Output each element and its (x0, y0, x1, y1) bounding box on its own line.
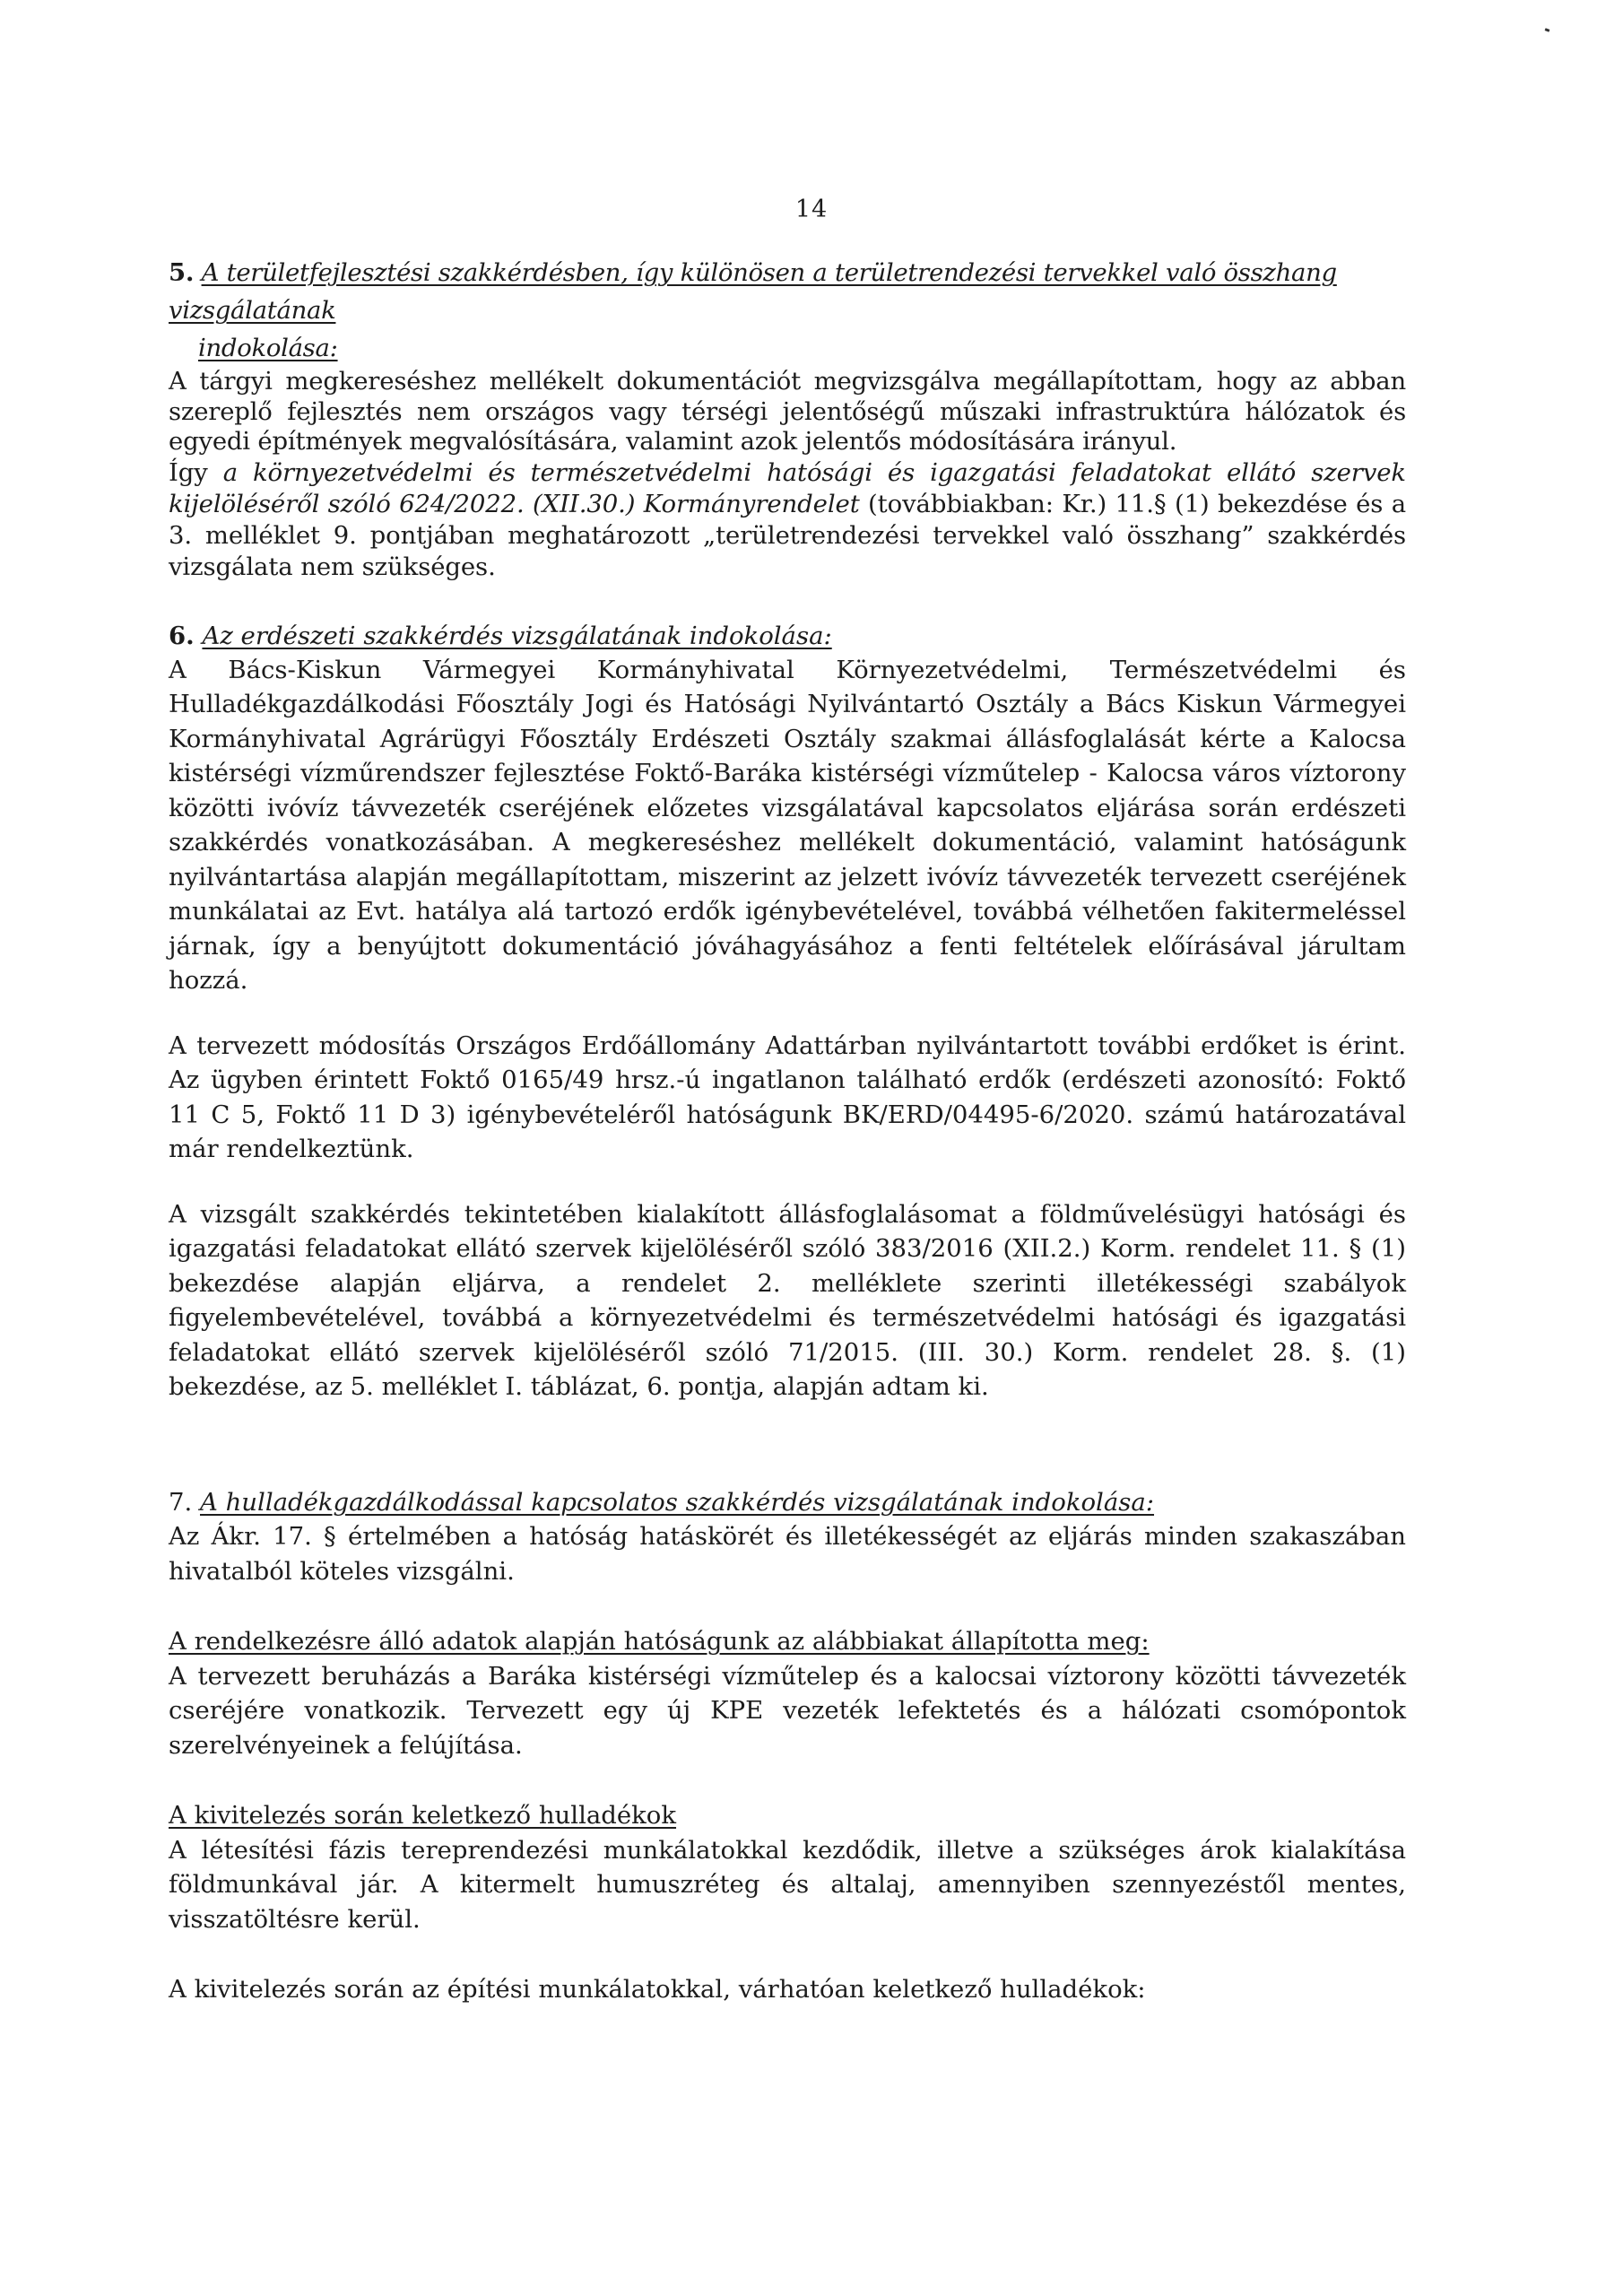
expected-waste-intro: A kivitelezés során az építési munkálatokkal, várhatóan keletkező hulladékok: (169, 1975, 1146, 2004)
section-number: 7. (169, 1487, 193, 1517)
section-title-continued: indokolása: (198, 334, 338, 362)
section-number: 5. (169, 258, 195, 287)
subheading: A kivitelezés során keletkező hulladékok (169, 1801, 677, 1830)
construction-waste-heading (169, 1798, 1406, 1833)
text-run: (továbbiakban: Kr.) 11.§ (1) bekezdése és a 3. melléklet 9. pontjában meghatározott „területrendezési tervekkel való összhang” szakkérdés vizsgálata nem szükséges. (169, 489, 1406, 581)
page-number: 14 (794, 196, 829, 223)
section-title: A hulladékgazdálkodással kapcsolatos szakkérdés vizsgálatának indokolása: (200, 1487, 1155, 1517)
findings-paragraph: A tervezett beruházás a Baráka kistérségi vízműtelep és a kalocsai víztorony közötti távvezeték cseréjére vonatkozik. Tervezett egy új KPE vezeték lefektetés és a hálózati csomópontok szerelvényeinek a felújítása. (169, 1661, 1406, 1760)
findings-heading (169, 1624, 1406, 1659)
document-body (169, 254, 1406, 2007)
section-7-paragraph-1: Az Ákr. 17. § értelmében a hatóság hatáskörét és illetékességét az eljárás minden szakaszában hivatalból köteles vizsgálni. (169, 1522, 1406, 1586)
regulation-title: a környezetvédelmi és természetvédelmi hatósági és igazgatási feladatokat ellátó szervek kijelöléséről szóló 624/2022. (XII.30.) Kormányrendelet (169, 457, 1406, 518)
text-run: Így (169, 457, 223, 487)
section-5-paragraph-2 (169, 457, 1406, 583)
section-5-heading (169, 254, 1424, 367)
subheading: A rendelkezésre álló adatok alapján hatóságunk az alábbiakat állapította meg: (169, 1627, 1150, 1656)
construction-waste-paragraph: A létesítési fázis tereprendezési munkálatokkal kezdődik, illetve a szükséges árok kialakítása földmunkával jár. A kitermelt humuszréteg és altalaj, amennyiben szennyezéstől mentes, visszatöltésre kerül. (169, 1835, 1406, 1934)
scan-speck (1545, 28, 1550, 32)
section-6-paragraph-1: A Bács-Kiskun Vármegyei Kormányhivatal Környezetvédelmi, Természetvédelmi és Hulladékgazdálkodási Főosztály Jogi és Hatósági Nyilvántartó Osztály a Bács Kiskun Vármegyei Kormányhivatal Agrárügyi Főosztály Erdészeti Osztály szakmai állásfoglalását kérte a Kalocsa kistérségi vízműrendszer fejlesztése Foktő-Baráka kistérségi vízműtelep - Kalocsa város víztorony közötti ivóvíz távvezeték cseréjének előzetes vizsgálatával kapcsolatos eljárása során erdészeti szakkérdés vonatkozásában. A megkereséshez mellékelt dokumentáció, valamint hatóságunk nyilvántartása alapján megállapítottam, miszerint az jelzett ivóvíz távvezeték tervezett cseréjének munkálatai az Evt. hatálya alá tartozó erdők igénybevételével, továbbá vélhetően fakitermeléssel járnak, így a benyújtott dokumentáció jóváhagyásához a fenti feltételek előírásával járultam hozzá. (169, 655, 1406, 995)
section-title: Az erdészeti szakkérdés vizsgálatának indokolása: (202, 621, 832, 650)
section-7-heading (169, 1485, 1406, 1520)
section-6-paragraph-3: A vizsgált szakkérdés tekintetében kialakított állásfoglalásomat a földművelésügyi hatósági és igazgatási feladatokat ellátó szervek kijelöléséről szóló 383/2016 (XII.2.) Korm. rendelet 11. § (1) bekezdése alapján eljárva, a rendelet 2. melléklete szerinti illetékességi szabályok figyelembevételével, továbbá a környezetvédelmi és természetvédelmi hatósági és igazgatási feladatokat ellátó szervek kijelöléséről szóló 71/2015. (III. 30.) Korm. rendelet 28. §. (1) bekezdése, az 5. melléklet I. táblázat, 6. pontja, alapján adtam ki. (169, 1199, 1406, 1401)
section-6-heading (169, 619, 1406, 653)
section-number: 6. (169, 621, 195, 650)
section-5-paragraph-1: A tárgyi megkereséshez mellékelt dokumentációt megvizsgálva megállapítottam, hogy az abban szereplő fejlesztés nem országos vagy térségi jelentőségű műszaki infrastruktúra hálózatok és egyedi építmények megvalósítására, valamint azok jelentős módosítására irányul. (169, 367, 1406, 456)
section-6-paragraph-2: A tervezett módosítás Országos Erdőállomány Adattárban nyilvántartott további erdőket is érint. Az ügyben érintett Foktő 0165/49 hrsz.-ú ingatlanon található erdők (erdészeti azonosító: Foktő 11 C 5, Foktő 11 D 3) igénybevételéről hatóságunk BK/ERD/04495-6/2020. számú határozatával már rendelkeztünk. (169, 1031, 1406, 1163)
section-title: A területfejlesztési szakkérdésben, így különösen a területrendezési tervekkel való összhang vizsgálatának (169, 258, 1337, 325)
